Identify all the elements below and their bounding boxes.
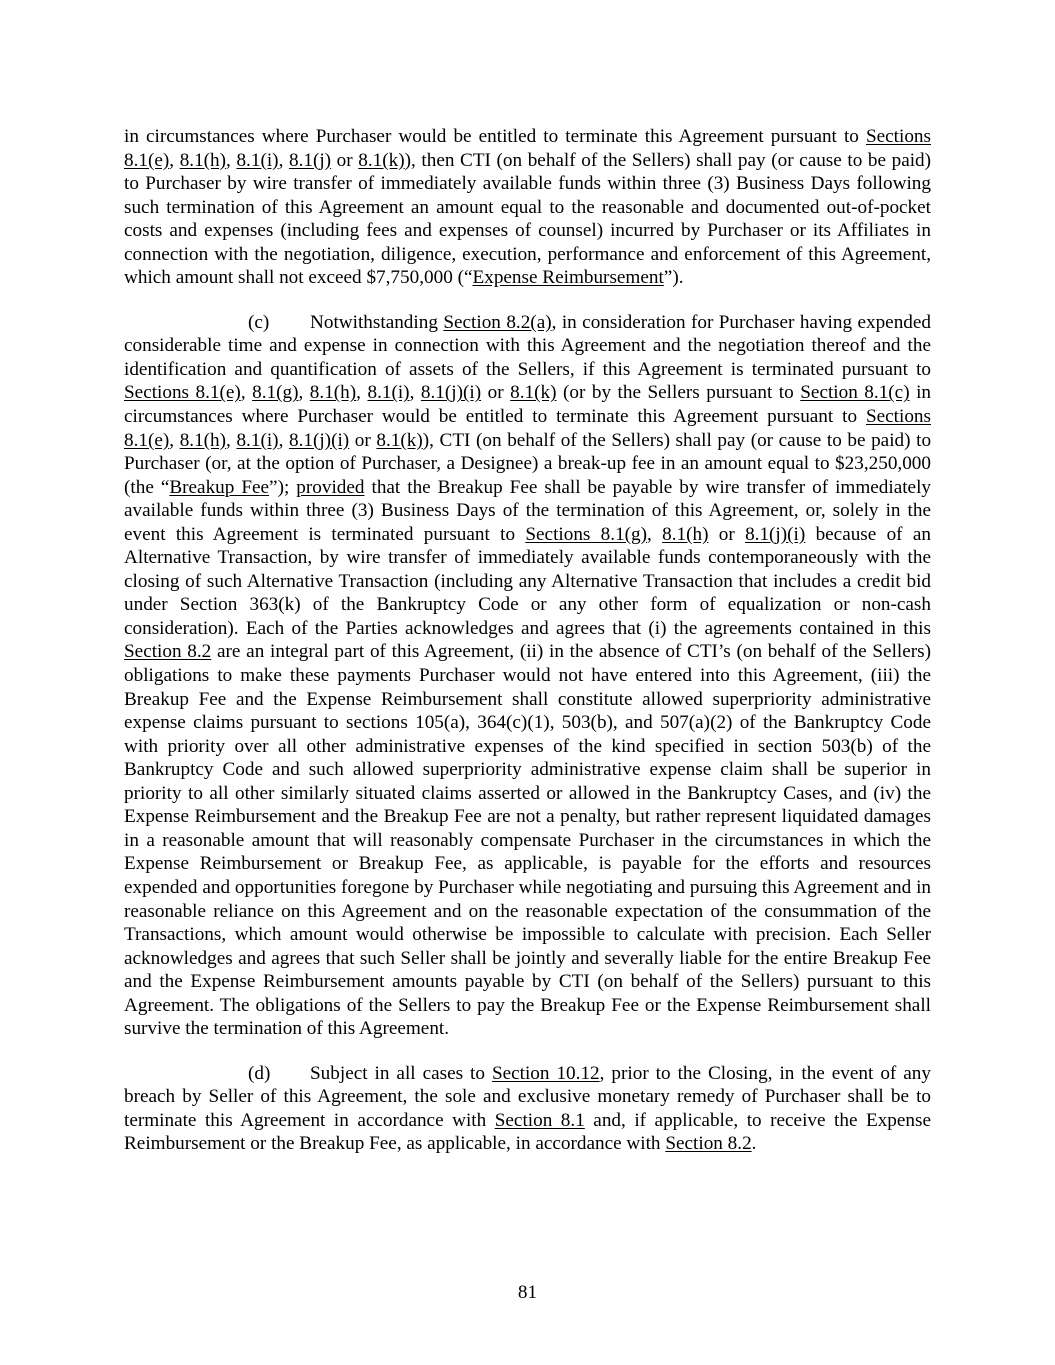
section-reference: 8.1(j)(i) [288,429,350,451]
section-reference: 8.1(h) [179,429,227,451]
separator: , [240,382,253,404]
section-reference: 8.1(j) [288,149,332,171]
section-reference: Section 8.2 [665,1133,752,1155]
text-run: in circumstances where Purchaser would be entitled to terminate this Agreement pursuant to [124,382,932,428]
text-run: . [751,1133,757,1155]
defined-term-provided: provided [296,476,365,498]
text-run: ”). [663,267,684,289]
paragraph-gap [124,290,931,311]
defined-term-expense-reimbursement: Expense Reimbursement [472,267,664,289]
text-run: in circumstances where Purchaser would be entitled to terminate this Agreement pursuant to [124,126,866,147]
separator: , [298,382,310,404]
paragraph-c [124,311,931,1041]
section-reference: Sections 8.1(g) [525,523,648,545]
section-reference: Sections 8.1(e) [124,126,931,171]
text-run: (or by the Sellers pursuant to [556,382,801,404]
text-run: are an integral part of this Agreement, (ii) in the absence of CTI’s (on behalf of the Sellers) obligations to make these payments Purchaser would not have entered into this Agreement, (iii) the Breakup Fee and the Expense Reimbursement shall constitute allowed superpriority administrative expense claims pursuant to sections 105(a), 364(c)(1), 503(b), and 507(a)(2) of the Bankruptcy Code with priority over all other administrative expenses of the kind specified in section 503(b) of the Bankruptcy Code and such allowed superpriority administrative expense claim shall be superior in priority to all other similarly situated claims asserted or allowed in the Bankruptcy Cases, and (iv) the Expense Reimbursement and the Breakup Fee are not a penalty, but rather represent liquidated damages in a reasonable amount that will reasonably compensate Purchaser in the circumstances in which the Expense Reimbursement or Breakup Fee, as applicable, is payable for the efforts and resources expended and opportunities foregone by Purchaser while negotiating and pursuing this Agreement and in reasonable reliance on this Agreement and on the reasonable expectation of the consummation of the Transactions, which amount would otherwise be impossible to calculate with precision. Each Seller acknowledges and agrees that such Seller shall be jointly and severally liable for the entire Breakup Fee and the Expense Reimbursement amounts payable by CTI (on behalf of the Sellers) pursuant to this Agreement. The obligations of the Sellers to pay the Breakup Fee or the Expense Reimbursement shall survive the termination of this Agreement. [124,641,931,1040]
section-reference: Section 10.12 [491,1062,600,1084]
separator: or [708,523,746,545]
paragraph-label-c: (c) [248,311,270,333]
document-page [124,125,931,1156]
text-run: ), then CTI (on behalf of the Sellers) shall pay (or cause to be paid) to Purchaser by wire transfer of immediately available funds within three (3) Business Days following such termination of this Agreement an amount equal to the reasonable and documented out-of-pocket costs and expenses (including fees and expenses of counsel) incurred by Purchaser or its Affiliates in connection with the negotiation, diligence, execution, performance and enforcement of this Agreement, which amount shall not exceed $7,750,000 (“ [124,149,932,289]
separator: or [349,429,377,451]
paragraph-b-continuation [124,125,931,290]
section-reference: 8.1(i) [367,382,410,404]
separator: , [647,523,663,545]
section-reference: 8.1(j)(i) [745,523,806,545]
paragraph-gap [124,1041,931,1062]
section-reference: 8.1(i) [236,429,279,451]
section-reference: Section 8.2(a) [443,311,552,333]
separator: or [481,382,511,404]
section-reference: Section 8.1 [494,1109,585,1131]
section-reference: 8.1(j)(i) [420,382,482,404]
separator: , [278,149,289,171]
separator: , [169,149,180,171]
text-run: , prior to the Closing, in the event of any breach by Seller of this Agreement, the sole and exclusive monetary remedy of Purchaser shall be to terminate this Agreement in accordance with [124,1062,931,1131]
page-number: 81 [517,1282,538,1303]
section-reference: Section 8.1(c) [800,382,910,404]
section-reference: 8.1(k) [358,149,405,171]
text-run: Notwithstanding [310,311,444,333]
separator: , [278,429,289,451]
defined-term-breakup-fee: Breakup Fee [169,476,270,498]
text-run: that the Breakup Fee shall be payable by wire transfer of immediately available funds within three (3) Business Days of the termination of this Agreement, or, solely in the event this Agreement is terminated pursuant to [124,476,931,545]
text-run: Subject in all cases to [310,1062,492,1084]
text-run: because of an Alternative Transaction, by wire transfer of immediately available funds contemporaneously with the closing of such Alternative Transaction (including any Alternative Transaction that includes a credit bid under Section 363(k) of the Bankruptcy Code or any other form of equalization or non-cash consideration). Each of the Parties acknowledges and agrees that (i) the agreements contained in this [124,523,931,639]
separator: , [169,429,180,451]
paragraph-d [124,1062,931,1156]
section-reference: 8.1(i) [236,149,279,171]
text-run: ), CTI (on behalf of the Sellers) shall pay (or cause to be paid) to Purchaser (or, at the option of Purchaser, a Designee) a break-up fee in an amount equal to $23,250,000 (the “ [124,429,932,498]
separator: , [226,149,237,171]
section-reference: Sections 8.1(e) [124,382,241,404]
section-reference: 8.1(k) [510,382,557,404]
section-reference: 8.1(k) [376,429,423,451]
separator: or [331,149,359,171]
section-reference: 8.1(h) [179,149,227,171]
section-reference: 8.1(g) [252,382,299,404]
paragraph-label-d: (d) [248,1062,271,1084]
text-run: ”); [269,476,297,498]
text-run: and, if applicable, to receive the Expense Reimbursement or the Breakup Fee, as applicable, in accordance with [124,1109,931,1155]
text-run: , in consideration for Purchaser having expended considerable time and expense in connection with this Agreement and the negotiation thereof and the identification and quantification of assets of the Sellers, if this Agreement is terminated pursuant to [124,311,931,380]
section-reference: 8.1(h) [662,523,709,545]
separator: , [226,429,237,451]
separator: , [356,382,368,404]
section-reference: 8.1(h) [309,382,357,404]
section-reference: Section 8.2 [124,641,212,663]
separator: , [409,382,421,404]
section-reference: Sections 8.1(e) [124,406,931,451]
